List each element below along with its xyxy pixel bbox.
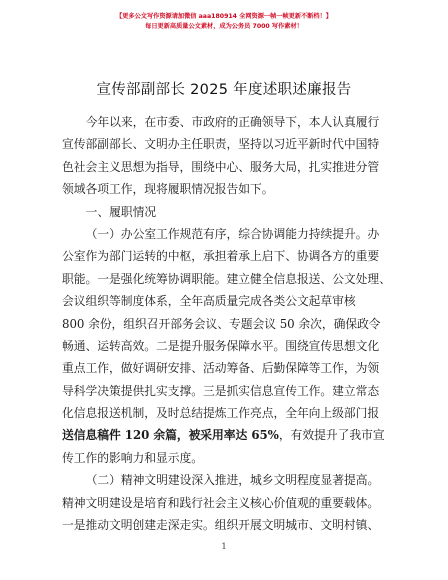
body-text-line: （二）精神文明建设深入推进，城乡文明程度显著提高。	[85, 473, 380, 488]
promo-line-2: 每日更新高质量公文素材，成为公务员 7000 写作素材！	[145, 23, 303, 30]
body-text-line: 职能。一是强化统筹协调职能。建立健全信息报送、公文处理、	[62, 271, 391, 286]
body-text-line: 800 余份，组织召开部务会议、专题会议 50 余次，确保政令	[62, 316, 381, 331]
promo-banner	[0, 12, 448, 32]
body-text-line: 传工作的影响力和显示度。	[62, 450, 203, 465]
body-text-line: 宣传部副部长、文明办主任职责，坚持以习近平新时代中国特	[62, 137, 380, 152]
body-text-line: 公室作为部门运转的中枢，承担着承上启下、协调各方的重要	[62, 249, 380, 264]
body-text-line: 领域各项工作，现将履职情况报告如下。	[62, 182, 274, 197]
body-text-line: 畅通、运转高效。二是提升服务保障水平。围绕宣传思想文化	[62, 338, 380, 353]
body-text-line: 色社会主义思想为指导，围绕中心、服务大局，扎实推进分管	[62, 159, 380, 174]
promo-line-1: 【更多公文写作资源请加微信 aaa180914 全网资源一帧一帧更新不断档！】	[116, 13, 332, 20]
body-text-line: 重点工作，做好调研安排、活动筹备、后勤保障等工作，为领	[62, 361, 380, 376]
body-text-line: 一、履职情况	[85, 204, 157, 219]
body-text-line: 化信息报送机制，及时总结提炼工作亮点，全年向上级部门报	[62, 406, 380, 421]
document-title: 宣传部副部长 2025 年度述职述廉报告	[96, 82, 352, 98]
body-text-line: 导科学决策提供扎实支撑。三是抓实信息宣传工作。建立常态	[62, 383, 380, 398]
body-text-line: 会议组织等制度体系，全年高质量完成各类公文起草审核	[62, 294, 356, 309]
page-number: 1	[221, 542, 227, 551]
body-text-line: 今年以来，在市委、市政府的正确领导下，本人认真履行	[85, 115, 380, 129]
document-body	[62, 111, 391, 536]
body-text-line: 一是推动文明创建走深走实。组织开展文明城市、文明村镇、	[62, 518, 380, 533]
body-text-line: （一）办公室工作规范有序，综合协调能力持续提升。办	[85, 226, 380, 241]
body-text-line: 送信息稿件 120 余篇，被采用率达 65%，有效提升了我市宣	[62, 428, 385, 443]
body-text-line: 精神文明建设是培育和践行社会主义核心价值观的重要载体。	[62, 495, 380, 510]
